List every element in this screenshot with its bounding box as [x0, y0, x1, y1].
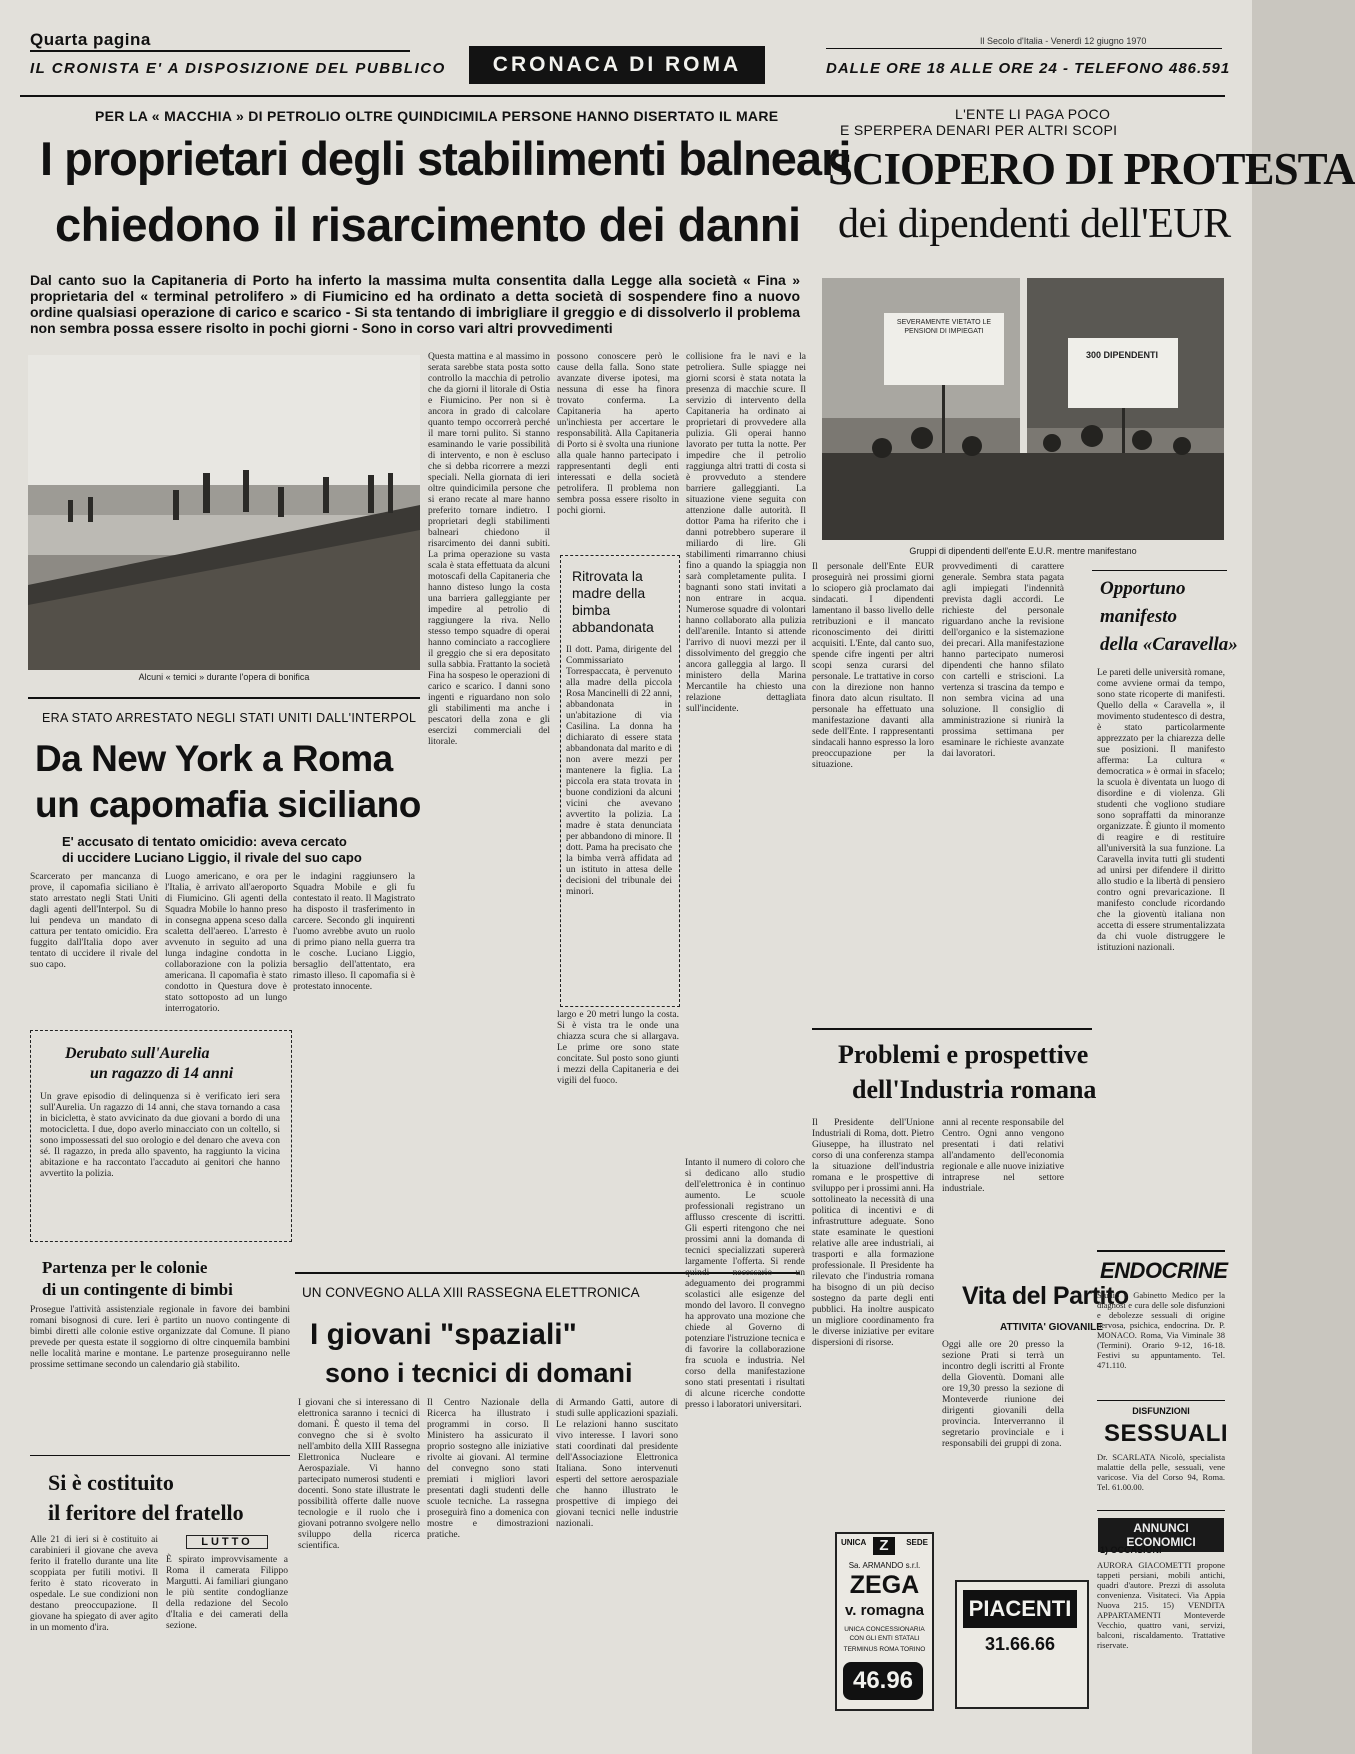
eur-headline-2: dei dipendenti dell'EUR: [838, 201, 1231, 247]
endocrine-title: ENDOCRINE: [1100, 1258, 1228, 1283]
newyork-kicker: ERA STATO ARRESTATO NEGLI STATI UNITI DALL'INTERPOL: [42, 711, 417, 725]
aurelia-title-1: Derubato sull'Aurelia: [65, 1045, 210, 1062]
eur-sign-2: 300 DIPENDENTI: [1085, 350, 1159, 360]
zega-phone: 46.96: [843, 1662, 923, 1700]
cronista-line: IL CRONISTA E' A DISPOSIZIONE DEL PUBBLICO: [30, 60, 446, 77]
feritore-title-1: Si è costituito: [48, 1470, 174, 1495]
convegno-body-col-3: di Armando Gatti, autore di studi sulle applicazioni spaziali. Le relazioni hanno suscitato vivo interesse. I lavori sono stati coordinati dal presidente dell'Associazione Elettronica Italiana. Sono intervenuti esperti del settore aerospaziale che hanno illustrato le prospettive di impiego dei giovani tecnici nelle industrie nazionali.: [556, 1398, 678, 1529]
partito-body: Oggi alle ore 20 presso la sezione Prati si terrà un incontro degli iscritti al Fronte della Gioventù. Domani alle ore 19,30 presso la sezione di Monteverde riunione dei dirigenti giovanili della provincia. Interverranno il segretario provinciale e i responsabili dei gruppi di zona.: [942, 1340, 1064, 1449]
date-line: Il Secolo d'Italia - Venerdì 12 giugno 1970: [980, 36, 1147, 46]
industria-rule: [812, 1028, 1092, 1030]
page-label: Quarta pagina: [30, 30, 151, 49]
date-rule: [826, 48, 1222, 49]
newyork-headline-2: un capomafia siciliano: [35, 784, 421, 825]
caravella-title-3: della «Caravella»: [1100, 634, 1238, 655]
disfunzioni-rule: [1097, 1400, 1225, 1401]
zega-note-1: UNICA CONCESSIONARIA: [844, 1626, 925, 1633]
industria-body-col-2: anni al recente responsabile del Centro. Ogni anno vengono presentati i dati relativi all'andamento dell'economia regionale e alle nuove iniziative intraprese nel settore industriale.: [942, 1118, 1064, 1194]
piacenti-ad: [955, 1580, 1089, 1709]
caravella-rule: [1092, 570, 1227, 571]
lead-body-col-3: collisione fra le navi e la petroliera. Sulle spiagge nei giorni scorsi è stata notata la presenza di macchie scure. Il servizio di intervento della Capitaneria ha ordinato ai proprietari di provvedere alla pulizia. Gli operai hanno lavorato per tutta la notte. Per impedire che il petrolio raggiunga altri tratti di costa si è provveduto a stendere barriere galleggianti. La situazione viene seguita con attenzione dalle autorità. Il dottor Pama ha riferito che i danni potrebbero superare il miliardo di lire. Gli stabilimenti rimarranno chiusi fino a quando la spiaggia non sarà completamente pulita. I bagnanti sono stati invitati a non entrare in acqua. Numerose squadre di volontari hanno collaborato alla pulizia dell'arenile. Intanto si attende l'arrivo di nuovi mezzi per il dissolvimento del greggio che ancora galleggia al largo. Il ministero della Marina Mercantile ha chiesto una relazione dettagliata sull'incidente.: [686, 352, 806, 714]
convegno-headline-1: I giovani "spaziali": [310, 1318, 577, 1351]
lead-photo: [28, 355, 420, 670]
industria-title-2: dell'Industria romana: [852, 1075, 1097, 1104]
ritrovata-title: Ritrovata la madre della bimba abbandonata: [572, 568, 654, 635]
convegno-headline-2: sono i tecnici di domani: [325, 1358, 633, 1388]
colonie-title-2: di un contingente di bimbi: [42, 1280, 233, 1299]
lead-body-col-2: possono conoscere però le cause della falla. Sono state avanzate diverse ipotesi, ma nessuna di esse ha finora trovato conferma. La Capitaneria ha aperto un'inchiesta per accertare le responsabilità. Alla Capitaneria di Porto si è svolta una riunione alla quale hanno partecipato i rappresentanti degli enti interessati e della società petrolifera. Il problema non sembra possa essere risolto in pochi giorni.: [557, 352, 679, 516]
newyork-body-col-3: le indagini raggiunsero la Squadra Mobile e gli fu contestato il reato. Il Magistrato ha disposto il trasferimento in carcere. Secondo gli inquirenti l'uomo avrebbe avuto un ruolo di primo piano nella guerra tra le cosche. Luciano Liggio, bersaglio dell'attentato, era rimasto illeso. Il capomafia si è protestato innocente.: [293, 872, 415, 992]
caravella-body: Le pareti delle università romane, come avviene ormai da tempo, sono state ricoperte di manifesti. Quello della « Caravella », il movimento studentesco di destra, è stato particolarmente apprezzato per la chiarezza delle sue posizioni. Il manifesto afferma: La cultura « democratica » è ormai in sfacelo; la scuola è diventata un luogo di disordine e di violenza. Gli studenti che vogliono studiare sono sopraffatti da minoranze organizzate. È giunto il momento di reagire e di restituire all'università la sua funzione. La Caravella invita tutti gli studenti ad unirsi per difendere il diritto allo studio e la libertà di pensiero contro ogni prevaricazione. Il manifesto conclude ricordando che la gioventù italiana non accetta di essere strumentalizzata da chi vuole distruggere le istituzioni nazionali.: [1097, 668, 1225, 953]
eur-kicker-1: L'ENTE LI PAGA POCO: [955, 106, 1111, 122]
aurelia-title-2: un ragazzo di 14 anni: [90, 1065, 234, 1082]
newyork-deck-2: di uccidere Luciano Liggio, il rivale del suo capo: [62, 850, 362, 865]
aurelia-body: Un grave episodio di delinquenza si è verificato ieri sera sull'Aurelia. Un ragazzo di 14 anni, che stava tornando a casa in bicicletta, è stato avvicinato da due giovani a bordo di una motocicletta. I due, dopo averlo minacciato con un coltello, si sono impossessati del suo orologio e del denaro che aveva con sé. Il ragazzo, in preda allo spavento, ha raggiunto la vicina abitazione e ha raccontato l'accaduto ai genitori che hanno avvertito la polizia.: [40, 1092, 280, 1179]
sessuali-title: SESSUALI: [1104, 1420, 1229, 1447]
feritore-title-2: il feritore del fratello: [48, 1500, 244, 1525]
beach-cleanup-photo: [28, 355, 420, 670]
zega-name: ZEGA: [849, 1571, 920, 1599]
convegno-kicker: UN CONVEGNO ALLA XIII RASSEGNA ELETTRONICA: [302, 1285, 640, 1300]
zega-top-left: UNICA: [841, 1538, 867, 1547]
newyork-body-col-2: Luogo americano, e ora per l'Italia, è arrivato all'aeroporto di Fiumicino. Gli agenti della Squadra Mobile lo hanno preso in consegna appena sceso dalla scaletta dell'aereo. L'arresto è avvenuto in seguito ad una lunga indagine condotta in collaborazione con la polizia americana. Il capomafia è stato condotto in Questura dove è stato sottoposto ad un lungo interrogatorio.: [165, 872, 287, 1014]
zega-top-right: SEDE: [906, 1538, 928, 1547]
newyork-body-col-1: Scarcerato per mancanza di prove, il capomafia siciliano è stato arrestato negli Stati Uniti dagli agenti dell'Interpol. Su di lui pendeva un mandato di cattura per tentato omicidio. Era fuggito dall'Italia dopo aver tentato di uccidere il rivale del suo capo.: [30, 872, 158, 970]
zega-note-3: TERMINUS ROMA TORINO: [843, 1646, 926, 1653]
endocrine-rule: [1097, 1250, 1225, 1252]
lead-photo-caption: Alcuni « temici » durante l'opera di bonifica: [138, 672, 310, 682]
annunci-rule: [1097, 1510, 1225, 1511]
zega-logo: Z: [873, 1537, 895, 1555]
newyork-deck-1: E' accusato di tentato omicidio: aveva cercato: [62, 834, 347, 849]
colonie-title-1: Partenza per le colonie: [42, 1258, 208, 1277]
colonie-body: Prosegue l'attività assistenziale regionale in favore dei bambini romani bisognosi di cure. Ieri è partito un nuovo contingente di bimbi diretti alle colonie estive organizzate dal Comune. Il piano prevede per questa estate il soggiorno di oltre cinquemila bambini nelle località marine e montane. Le partenze proseguiranno nelle prossime settimane secondo un calendario già stabilito.: [30, 1305, 290, 1370]
eur-body-col-2: provvedimenti di carattere generale. Sembra stata pagata agli impiegati l'indennità prevista dagli accordi. Le richieste del personale riguardano anche la revisione dell'organico e la sistemazione dei precari. Alla manifestazione hanno partecipato numerosi dipendenti che hanno sfilato con cartelli e striscioni. La vertenza si trascina da tempo e non sembra vicina ad una soluzione. Il consiglio di amministrazione si riunirà la prossima settimana per esaminare le richieste avanzate dai lavoratori.: [942, 562, 1064, 759]
sessuali-body: Dr. SCARLATA Nicolò, specialista malattie della pelle, sessuali, vene varicose. Via del Corso 94, Roma. Tel. 61.00.00.: [1097, 1452, 1225, 1492]
feritore-rule: [30, 1455, 290, 1456]
lutto-body: È spirato improvvisamente a Roma il camerata Filippo Margutti. Ai familiari giungano le più sentite condoglianze della redazione del Secolo d'Italia e dei camerati della sezione.: [166, 1555, 288, 1631]
eur-sign-1: SEVERAMENTE VIETATO LE PENSIONI DI IMPIEGATI: [896, 319, 992, 335]
convegno-body-col-2: Il Centro Nazionale della Ricerca ha illustrato i programmi in corso. Il Ministero ha assicurato il proprio sostegno alle iniziative rivolte ai giovani. Al termine del convegno sono stati premiati i migliori lavori presentati dagli studenti delle scuole tecniche. La rassegna proseguirà fino a domenica con mostre e dimostrazioni pratiche.: [427, 1398, 549, 1540]
zega-ad: [835, 1532, 934, 1711]
zega-street: v. romagna: [845, 1602, 924, 1619]
lead-headline-1: I proprietari degli stabilimenti balneari: [40, 132, 851, 185]
caravella-title-1: Opportuno: [1100, 578, 1186, 599]
zega-armando: Sa. ARMANDO s.r.l.: [848, 1561, 921, 1570]
industria-body-col-1: Il Presidente dell'Unione Industriali di Roma, dott. Pietro Giuseppe, ha illustrato nel corso di una conferenza stampa la situazione dell'industria romana e le prospettive di sviluppo per i prossimi anni. Ha sottolineato la necessità di una politica di incentivi e di infrastrutture adeguate. Sono state esaminate le questioni relative alle aree industriali, ai trasporti e alla formazione professionale. Il Presidente ha rilevato che l'industria romana ha bisogno di un più deciso sostegno da parte degli enti pubblici. Ha inoltre auspicato un migliore coordinamento fra le diverse iniziative per evitare dispersioni di risorse.: [812, 1118, 934, 1348]
newyork-headline-1: Da New York a Roma: [35, 738, 393, 779]
annunci-title: ANNUNCI ECONOMICI: [1098, 1518, 1224, 1552]
feritore-body: Alle 21 di ieri si è costituito ai carabinieri il giovane che aveva ferito il fratello durante una lite scoppiata per futili motivi. Il ferito è stato ricoverato in ospedale. Le sue condizioni non destano preoccupazione. Il giovane ha spiegato di aver agito in un momento d'ira.: [30, 1535, 158, 1633]
lead-kicker: PER LA « MACCHIA » DI PETROLIO OLTRE QUINDICIMILA PERSONE HANNO DISERTATO IL MARE: [95, 108, 779, 124]
section-banner: CRONACA DI ROMA: [469, 46, 765, 84]
eur-body-col-1: Il personale dell'Ente EUR proseguirà nei prossimi giorni lo sciopero già proclamato dai sindacati. I dipendenti lamentano il basso livello delle retribuzioni e il mancato riconoscimento dei diritti acquisiti. L'Ente, dal canto suo, spende cifre ingenti per altri scopi senza curarsi del personale. Le trattative in corso con la direzione non hanno finora dato alcun risultato. Il personale ha effettuato una manifestazione davanti alla sede dell'Ente. I rappresentanti sindacali hanno espresso la loro preoccupazione per la situazione.: [812, 562, 934, 770]
eur-kicker-2: E SPERPERA DENARI PER ALTRI SCOPI: [840, 122, 1118, 138]
hours-phone: DALLE ORE 18 ALLE ORE 24 - TELEFONO 486.591: [826, 60, 1231, 77]
lutto-title: LUTTO: [186, 1535, 268, 1549]
lead-standfirst: Dal canto suo la Capitaneria di Porto ha inferto la massima multa consentita dalla Legge alla società « Fina » proprietaria del « terminal petrolifero » di Fiumicino ed ha ordinato a detta società di sospendere fino a nuovo ordine qualsiasi operazione di carico e scarico - Si sta tentando di imbrigliare il greggio e di dissolverlo il problema non sembra possa essere risolto in pochi giorni - Sono in corso vari altri provvedimenti: [30, 272, 800, 336]
lead-headline-2: chiedono il risarcimento dei danni: [55, 198, 801, 251]
eur-headline-1: SCIOPERO DI PROTESTA: [828, 144, 1355, 194]
page-label-rule: [30, 50, 410, 52]
partito-sub: ATTIVITA' GIOVANILE: [1000, 1322, 1103, 1333]
industria-title-1: Problemi e prospettive: [838, 1040, 1089, 1069]
eur-photo: [822, 278, 1224, 540]
lead-body-col-1: Questa mattina e al massimo in serata sarebbe stata posta sotto controllo la macchia di petrolio che da giorni il litorale di Ostia e Fiumicino. Per non si è ancora in grado di calcolare quanto tempo occorrerà perché il mare torni pulito. Si stanno esaminando le varie possibilità di intervento, e non è escluso che si debba ricorrere a mezzi speciali. Nella giornata di ieri oltre quindicimila persone che si erano recate al mare hanno preferito tornare indietro. I proprietari degli stabilimenti balneari chiedono il risarcimento dei danni subiti. La prima operazione su vasta scala è stata effettuata da alcuni motoscafi della Capitaneria che hanno disteso lungo la costa una barriera galleggiante per impedire al petrolio di raggiungere la riva. Nello stesso tempo squadre di operai hanno cominciato a raccogliere il greggio che si era depositato sulla sabbia. Frattanto la società Fina ha sospeso le operazioni di carico e scarico. I danni sono ingenti e riguardano non solo gli stabilimenti ma anche i pescatori della zona e gli esercizi commerciali del litorale.: [428, 352, 550, 747]
eur-photo-caption: Gruppi di dipendenti dell'ente E.U.R. mentre manifestano: [909, 546, 1137, 556]
convegno-body-col-1: I giovani che si interessano di elettronica saranno i tecnici di domani. È questo il tema del convegno che si è svolto nell'ambito della XIII Rassegna Elettronica Nucleare e Aerospaziale. Vi hanno partecipato numerosi studenti e docenti. Sono state illustrate le possibilità offerte dalle nuove tecnologie e il ruolo che i giovani potranno svolgere nello sviluppo della ricerca scientifica.: [298, 1398, 420, 1551]
masthead-bottom-rule: [20, 95, 1225, 97]
lead-body-col-2b: largo e 20 metri lungo la costa. Si è vista tra le onde una chiazza scura che si allargava. Le prime ore sono state concitate. Sul posto sono giunti i mezzi della Capitaneria e dei vigili del fuoco.: [557, 1010, 679, 1086]
occasioni-body: AURORA GIACOMETTI propone tappeti persiani, mobili antichi, quadri d'autore. Prezzi di assoluta convenienza. Visitateci. Via Appia Nuova 215. 15) VENDITA APPARTAMENTI Monteverde Vecchio, quattro vani, servizi, balconi, riscaldamento. Trattative riservate.: [1097, 1560, 1225, 1650]
zega-note-2: CON GLI ENTI STATALI: [849, 1635, 920, 1642]
partito-title: Vita del Partito: [962, 1282, 1129, 1310]
caravella-title-2: manifesto: [1100, 606, 1178, 627]
endocrine-body: Studio e Gabinetto Medico per la diagnosi e cura delle sole disfunzioni e debolezze sessuali di origine nervosa, psichica, endocrina. Dr. P. MONACO. Roma, Via Viminale 38 (Termini). Orario 9-12, 16-18. Festivi su appuntamento. Tel. 471.110.: [1097, 1290, 1225, 1370]
ritrovata-body: Il dott. Pama, dirigente del Commissariato Torrespaccata, è pervenuto alla madre della piccola Rosa Mancinelli di 22 anni, abbandonata in un'abitazione di via Casilina. La donna ha dichiarato di essere stata abbandonata dal marito e di non avere mezzi per mantenere la figlia. La piccola era stata trovata in buone condizioni da alcuni vicini che avevano avvertito la polizia. La madre è stata denunciata per abbandono di minore. Il dott. Pama ha precisato che la bimba verrà affidata ad un istituto in attesa delle decisioni del tribunale dei minori.: [566, 645, 672, 897]
newyork-top-rule: [28, 697, 420, 699]
occasioni-label: 1) OCCASIONI: [1100, 1545, 1162, 1555]
convegno-body-col-4: Intanto il numero di coloro che si dedicano allo studio dell'elettronica è in continuo aumento. Le scuole professionali registrano un afflusso crescente di iscritti. Gli esperti ritengono che nei prossimi anni la domanda di tecnici specializzati supererà largamente l'offerta. Si rende quindi necessario un adeguamento dei programmi scolastici alle esigenze del mondo del lavoro. Il convegno ha approvato una mozione che chiede al Governo di potenziare l'istruzione tecnica e di favorire la collaborazione fra scuola e industria. Nel corso della manifestazione sono stati presentati i risultati di alcune ricerche condotte presso i laboratori universitari.: [685, 1158, 805, 1410]
lutto-box: [166, 1535, 288, 1705]
protest-photo: [822, 278, 1224, 540]
piacenti-name: PIACENTI: [963, 1590, 1077, 1628]
disfunzioni-label: DISFUNZIONI: [1132, 1406, 1190, 1416]
piacenti-phone: 31.66.66: [984, 1634, 1056, 1654]
